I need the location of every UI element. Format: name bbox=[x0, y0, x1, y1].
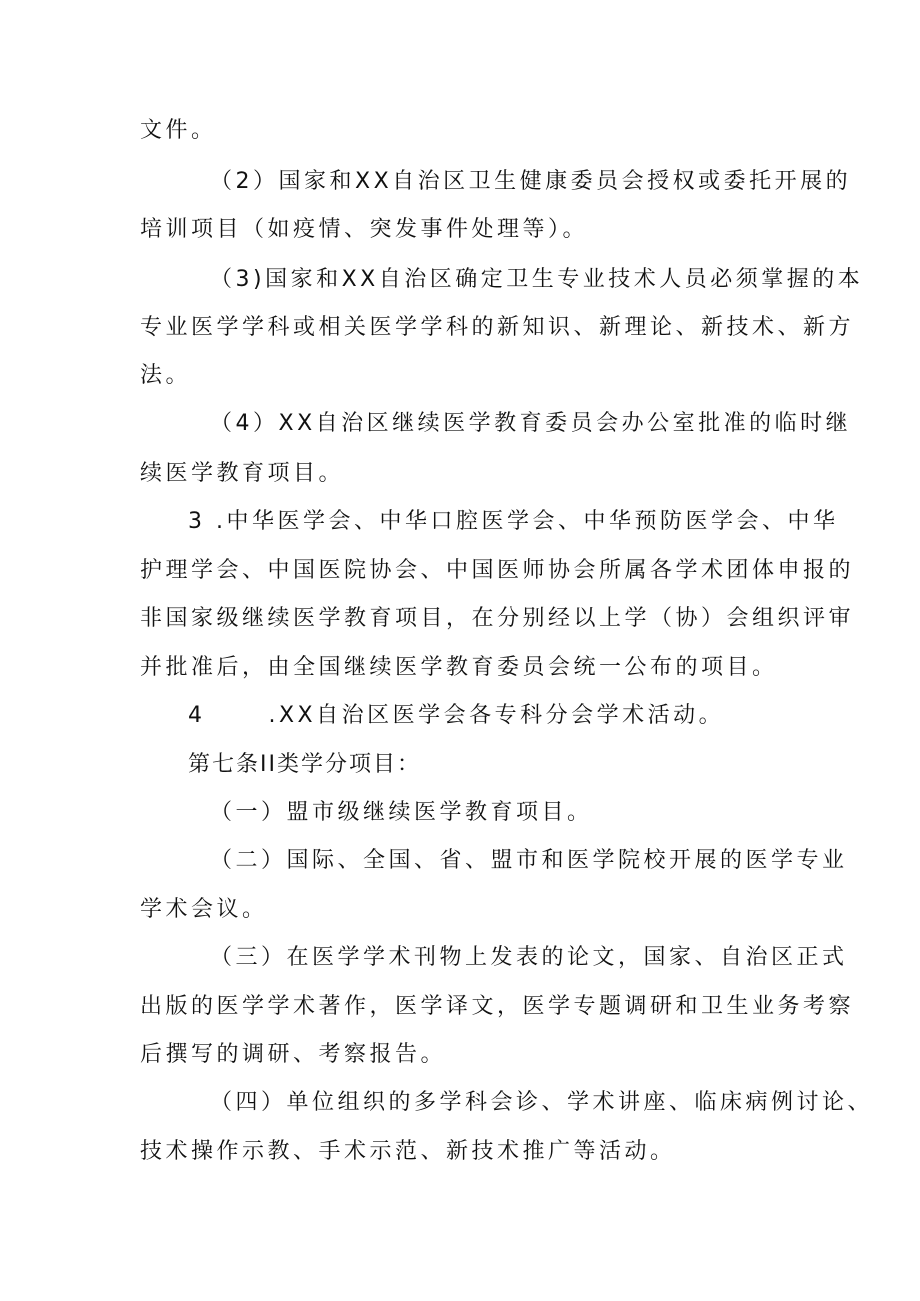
text-line: 护理学会、中国医院协会、中国医师协会所属各学术团体申报的 bbox=[140, 558, 855, 583]
article-heading: 第七条II类学分项目： bbox=[188, 752, 421, 777]
text-line: 并批准后，由全国继续医学教育委员会统一公布的项目。 bbox=[140, 655, 778, 680]
text-line: （4）XX自治区继续医学教育委员会办公室批准的临时继 bbox=[210, 411, 852, 436]
text-line: 3 .中华医学会、中华口腔医学会、中华预防医学会、中华 bbox=[188, 509, 839, 534]
text-line: 专业医学学科或相关医学学科的新知识、新理论、新技术、新方 bbox=[140, 315, 855, 340]
text-line: 4 .XX自治区医学会各专科分会学术活动。 bbox=[188, 703, 725, 728]
text-line: 续医学教育项目。 bbox=[140, 461, 345, 486]
text-line: （3)国家和XX自治区确定卫生专业技术人员必须掌握的本 bbox=[210, 267, 864, 292]
text-line: 后撰写的调研、考察报告。 bbox=[140, 1042, 447, 1067]
text-line: （三）在医学学术刊物上发表的论文，国家、自治区正式 bbox=[210, 945, 848, 970]
text-line: 培训项目（如疫情、突发事件处理等）。 bbox=[140, 217, 589, 242]
text-line: （二）国际、全国、省、盟市和医学院校开展的医学专业 bbox=[210, 848, 848, 873]
text-line: （2）国家和XX自治区卫生健康委员会授权或委托开展的 bbox=[210, 169, 852, 194]
text-line: （一）盟市级继续医学教育项目。 bbox=[210, 800, 593, 825]
text-line: 法。 bbox=[140, 363, 192, 388]
text-line: 出版的医学学术著作，医学译文，医学专题调研和卫生业务考察 bbox=[140, 994, 855, 1019]
text-line: 学术会议。 bbox=[140, 897, 268, 922]
text-line: 技术操作示教、手术示范、新技术推广等活动。 bbox=[140, 1139, 676, 1164]
text-line: （四）单位组织的多学科会诊、学术讲座、临床病例讨论、 bbox=[210, 1090, 874, 1115]
text-line: 文件。 bbox=[140, 118, 217, 143]
text-line: 非国家级继续医学教育项目，在分别经以上学（协）会组织评审 bbox=[140, 606, 855, 631]
